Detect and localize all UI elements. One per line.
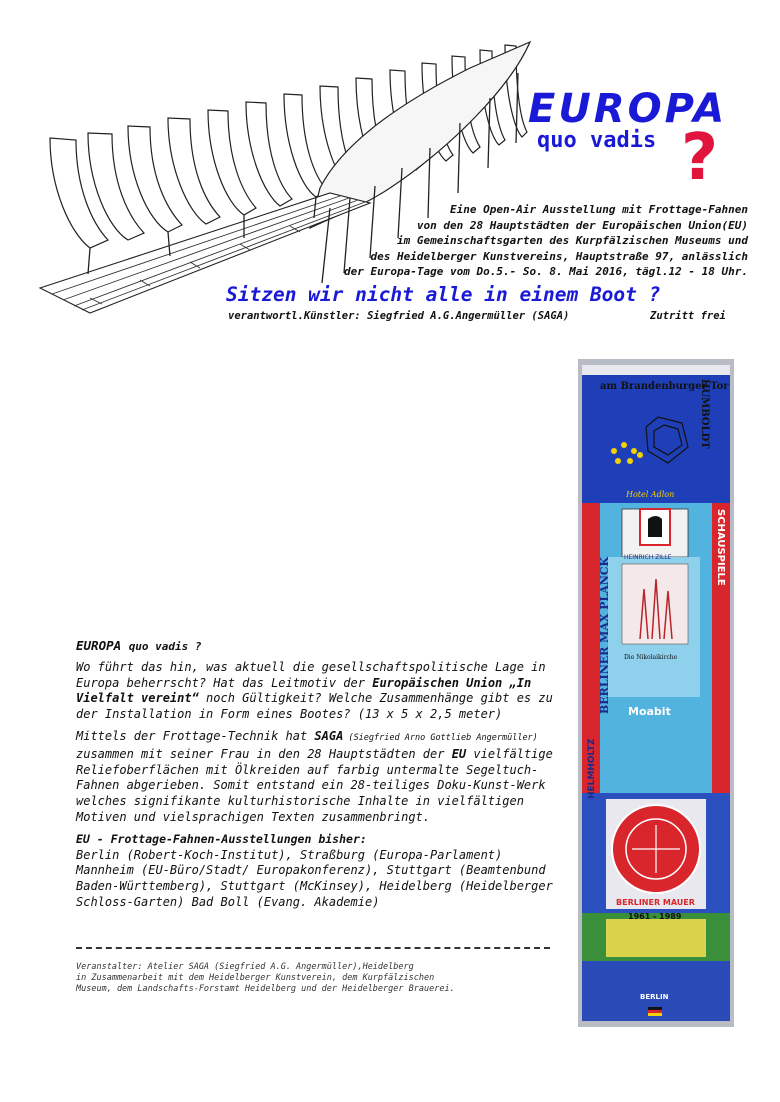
berlin-frottage-flag (578, 359, 734, 1027)
divider (76, 947, 550, 949)
artist-fullname: (Siegfried Arno Gottlieb Angermüller) (343, 732, 538, 743)
flag-hotel: Hotel Adlon (626, 490, 675, 499)
text-span (502, 676, 509, 690)
flag-left-vertical: BERLINER MAX PLANCK (598, 556, 611, 714)
text-span: vielfältige Reliefoberflächen mit Ölkreiden auf farbig untermalte Segeltuch-Fahnen abgerieben. Somit entstand ein 28-teiliges Doku-Kunst-Werk welches signifikante kulturhistorische Inhalte in vielfältigen Motiven und vielsprachigen Texten zusammenbringt. (76, 746, 553, 824)
flag-zille: HEINRICH ZILLE (624, 554, 672, 561)
announcement-line: Eine Open-Air Ausstellung mit Frottage-Fahnen (449, 203, 748, 216)
flag-bottom-label: BERLIN (640, 993, 669, 1001)
motto: „In Vielfalt vereint“ (76, 675, 532, 706)
announcement-line: des Heidelberger Kunstvereins, Hauptstraße 97, anlässlich (370, 249, 748, 263)
flag-caption-top: am Brandenburger Tor (600, 381, 729, 392)
artist-credit: verantwortl.Künstler: Siegfried A.G.Angermüller (SAGA) (228, 310, 570, 322)
flag-church: Die Nikolaikirche (624, 654, 678, 661)
paragraph-technique (76, 729, 564, 826)
text-emphasis: Europäischen Union (372, 675, 503, 690)
exhibitions-heading: EU - Frottage-Fahnen-Ausstellungen bisher: (76, 831, 367, 846)
text-emphasis: SAGA (314, 728, 344, 743)
flag-helmholtz: HELMHOLTZ (587, 738, 597, 799)
text-span: noch Gültigkeit? Welche Zusammenhänge gibt es zu der Installation in Form eines Bootes? (13 x 5 x 2,5 meter) (76, 691, 553, 722)
flag-right-vertical: HUMBOLDT (699, 379, 710, 449)
heading-main: EUROPA (76, 638, 122, 653)
poster-title: EUROPA (528, 86, 728, 132)
flag-berliner-mauer: BERLINER MAUER (616, 898, 695, 907)
flag-years: 1961 - 1989 (628, 912, 682, 921)
announcement-line: von den 28 Hauptstädten der Europäischen Union(EU) (416, 218, 748, 232)
paragraph-intro (76, 660, 564, 723)
admission-note: Zutritt frei (650, 310, 726, 322)
announcement-line: im Gemeinschaftsgarten des Kurpfälzischen Museums und (397, 234, 748, 247)
organizer-footer (76, 962, 516, 995)
flag-moabit: Moabit (628, 705, 671, 718)
text-emphasis: EU (451, 746, 467, 761)
poster-subtitle: quo vadis (537, 128, 657, 153)
question-mark: ? (681, 121, 719, 195)
flag-right-vertical-2: SCHAUSPIELE (715, 509, 726, 586)
slogan: Sitzen wir nicht alle in einem Boot ? (226, 283, 661, 306)
text-span: Mittels der Frottage-Technik hat (76, 728, 315, 743)
text-span: Wo führt das hin, was aktuell die gesellschaftspolitische Lage in Europa beherrscht? Hat das Leitmotiv der (76, 659, 546, 690)
footer-line: Veranstalter: Atelier SAGA (Siegfried A.G. Angermüller),Heidelberg (76, 962, 414, 972)
announcement (188, 202, 748, 280)
section-heading (76, 638, 564, 655)
text-span: zusammen mit seiner Frau in den 28 Hauptstädten der (76, 746, 452, 761)
heading-rest: quo vadis ? (128, 640, 202, 653)
footer-line: Museum, dem Landschafts-Forstamt Heidelberg und der Heidelberger Brauerei. (76, 984, 455, 994)
body-text (76, 638, 564, 911)
exhibitions-list: Berlin (Robert-Koch-Institut), Straßburg (Europa-Parlament) Mannheim (EU-Büro/Stadt/ Europakonferenz), Stuttgart (Beamtenbund Baden-Württemberg), Stuttgart (McKinsey), Heidelberg (Heidelberger Schloss-Garten) Bad Boll (Evang. Akademie) (76, 847, 553, 909)
footer-line: in Zusammenarbeit mit dem Heidelberger Kunstverein, dem Kurpfälzischen (76, 973, 435, 983)
announcement-line: der Europa-Tage vom Do.5.- So. 8. Mai 2016, tägl.12 - 18 Uhr. (344, 265, 748, 278)
